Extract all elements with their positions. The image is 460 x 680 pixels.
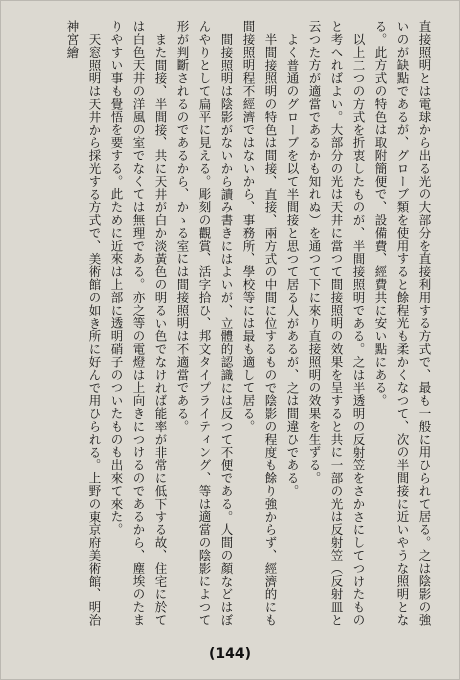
paragraph: 天窓照明は天井から採光する方式で、美術館の如き所に好んで用ひられる。上野の東京府美術館、明治神宮繪 xyxy=(65,20,102,626)
paragraph: 間接照明は陰影がないから讀み書きにはよいが、立體的認識には反つて不便である。人間の顏などはぼんやりとして扁平に見える。彫刻の觀賞、活字拾ひ、邦文タイプライティング、等は適當の陰影によつて形が判斷されるのであるから、かゝる室には間接照明は不適當である。 xyxy=(175,20,234,627)
paragraph: よく普通のグローブを以て半間接と思つて居る人があるが、之は間違ひである。 xyxy=(285,32,300,497)
paragraph: 以上二つの方式を折衷したものが、半間接照明である。之は半透明の反射笠をさかさにしてつけたものと考へればよい。大部分の光は天井に當つて間接照明の效果を呈すると共に一部の光は反射笠（反射皿と云つた方が適當であるかも知れぬ）を通つて下に來り直接照明の效果を生ずる。 xyxy=(307,20,366,627)
paragraph: また間接、半間接、共に天井が白か淡黃色の明るい色でなければ能率が非常に低下する故、住宅に於ては白色天井の洋風の室でなくては無理である。亦之等の電燈は上向きにつけるのであるから、塵埃のたまりやすい事も覺悟を要する。此ために近來は上部に透明硝子のついたものも出來て來た。 xyxy=(109,20,168,627)
page-number: (144) xyxy=(208,646,252,662)
body-text xyxy=(30,20,435,632)
paragraph: 半間接照明の特色は間接、直接、兩方式の中間に位するもので陰影の程度も餘り強からず、經濟的にも間接照明程不經濟ではないから、事務所、學校等には最も適して居る。 xyxy=(241,20,278,626)
paragraph: 直接照明とは電球から出る光の大部分を直接利用する方式で、最も一般に用ひられて居る。之は陰影の強いのが缺點であるが、グローブ類を使用すると餘程光も柔かくなつて、次の半間接に近いやうな照明となる。此方式の特色は取附簡便で、設備費、經費共に安い點にある。 xyxy=(373,20,432,627)
